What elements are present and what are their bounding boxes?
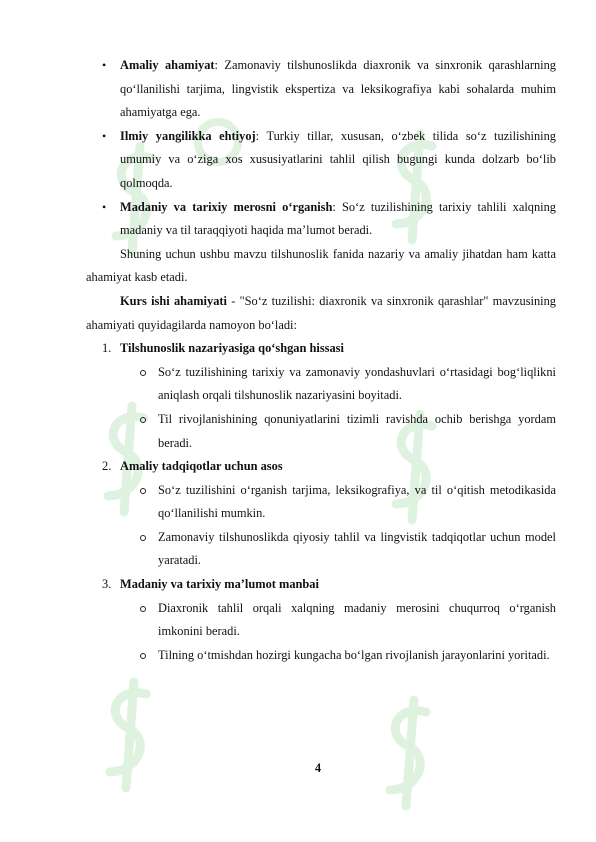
section-title: Madaniy va tarixiy ma’lumot manbai bbox=[120, 577, 319, 592]
list-item-text: Diaxronik tahlil orqali xalqning madaniy merosini chuqurroq o‘rganish imkonini beradi. bbox=[158, 600, 556, 639]
bullet-text: : So‘z tuzilishining tarixiy tahlili xalqning madaniy va til taraqqiyoti haqida ma’lumot beradi. bbox=[120, 199, 556, 238]
watermark-logo-icon bbox=[86, 676, 176, 796]
ring-bullet-icon bbox=[140, 535, 146, 541]
bullet-item bbox=[86, 196, 556, 243]
list-item-text: Til rivojlanishining qonuniyatlarini tizimli ravishda ochib berishga yordam beradi. bbox=[158, 411, 556, 450]
section-title: Tilshunoslik nazariyasiga qo‘shgan hissasi bbox=[120, 341, 344, 356]
ring-bullet-icon bbox=[140, 417, 146, 423]
list-item bbox=[86, 597, 556, 644]
section-title: Amaliy tadqiqotlar uchun asos bbox=[120, 459, 283, 474]
bullet-item bbox=[86, 125, 556, 196]
bullet-term: Madaniy va tarixiy merosni o‘rganish bbox=[120, 199, 333, 214]
bullet-text: : Zamonaviy tilshunoslikda diaxronik va sinxronik qarashlarning qo‘llanilishi tarjima, lingvistik ekspertiza va leksikografiya kabi sohalarda muhim ahamiyatga ega. bbox=[120, 58, 556, 120]
list-item bbox=[86, 479, 556, 526]
section-number: 1. bbox=[102, 341, 112, 356]
bullet-dot-icon: • bbox=[102, 199, 107, 214]
list-item-text: So‘z tuzilishining tarixiy va zamonaviy yondashuvlari o‘rtasidagi bog‘liqlikni aniqlash orqali tilshunoslik nazariyasini boyitadi. bbox=[158, 364, 556, 403]
paragraph-text: - "So‘z tuzilishi: diaxronik va sinxronik qarashlar" mavzusining ahamiyati quyidagilarda namoyon bo‘ladi: bbox=[86, 293, 556, 332]
paragraph: Shuning uchun ushbu mavzu tilshunoslik fanida nazariy va amaliy jihatdan ham katta ahamiyat kasb etadi. bbox=[86, 246, 556, 285]
document-body bbox=[86, 54, 556, 667]
list-item bbox=[86, 644, 556, 668]
ring-bullet-icon bbox=[140, 653, 146, 659]
list-item bbox=[86, 408, 556, 455]
ring-bullet-icon bbox=[140, 606, 146, 612]
section-heading bbox=[86, 573, 556, 597]
paragraph bbox=[86, 290, 556, 337]
list-item-text: So‘z tuzilishini o‘rganish tarjima, leksikografiya, va til o‘qitish metodikasida qo‘llanilishi mumkin. bbox=[158, 482, 556, 521]
list-item bbox=[86, 526, 556, 573]
page-number: 4 bbox=[314, 761, 322, 775]
watermark-logo-icon bbox=[366, 694, 456, 814]
section-number: 3. bbox=[102, 577, 112, 592]
ring-bullet-icon bbox=[140, 370, 146, 376]
list-item-text: Tilning o‘tmishdan hozirgi kungacha bo‘lgan rivojlanish jarayonlarini yoritadi. bbox=[158, 647, 550, 662]
bullet-dot-icon: • bbox=[102, 58, 107, 72]
bullet-term: Ilmiy yangilikka ehtiyoj bbox=[120, 128, 256, 143]
bullet-item bbox=[86, 54, 556, 125]
bullet-dot-icon: • bbox=[102, 128, 107, 143]
bullet-term: Amaliy ahamiyat bbox=[120, 58, 215, 72]
list-item-text: Zamonaviy tilshunoslikda qiyosiy tahlil va lingvistik tadqiqotlar uchun model yaratadi. bbox=[158, 529, 556, 568]
section-number: 2. bbox=[102, 459, 112, 474]
ring-bullet-icon bbox=[140, 488, 146, 494]
bullet-text: : Turkiy tillar, xususan, o‘zbek tilida so‘z tuzilishining umumiy va o‘ziga xos xususiyatlarini tahlil qilish bugungi kunda dolzarb bo‘lib qolmoqda. bbox=[120, 128, 556, 190]
section-heading bbox=[86, 455, 556, 479]
paragraph-term: Kurs ishi ahamiyati bbox=[120, 293, 227, 308]
section-heading bbox=[86, 337, 556, 361]
list-item bbox=[86, 361, 556, 408]
